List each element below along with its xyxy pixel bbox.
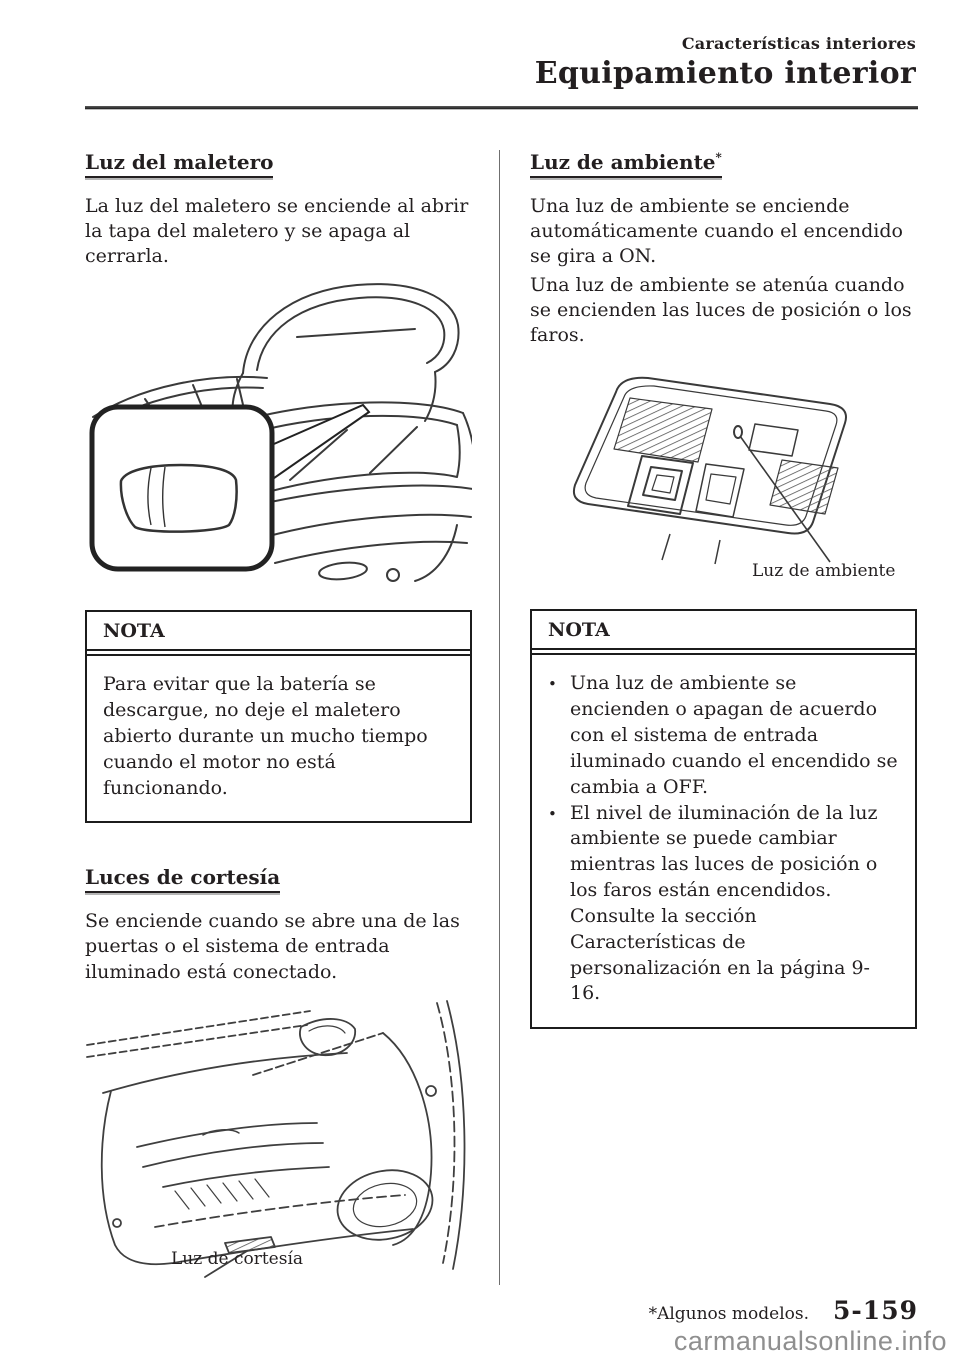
note-bullet-text: Una luz de ambiente se encienden o apagan de acuerdo con el sistema de entrada iluminado cuando el encendido se cambia a OFF.: [570, 672, 898, 798]
overhead-console-drawing: [530, 364, 917, 589]
bullet-icon: •: [548, 675, 557, 694]
trunk-light-paragraph: La luz del maletero se enciende al abrir la tapa del maletero y se apaga al cerrarla.: [85, 195, 469, 268]
trunk-light-drawing: [85, 275, 472, 590]
page-footer: [649, 1296, 918, 1325]
trunk-light-illustration: [85, 275, 472, 590]
watermark: carmanualsonline.info: [673, 1326, 947, 1356]
ambient-light-paragraph-1: Una luz de ambiente se enciende automáticamente cuando el encendido se gira a ON.: [530, 195, 903, 268]
ambient-light-illustration: [530, 364, 917, 589]
note-body: Para evitar que la batería se descargue, no deje el maletero abierto durante un mucho tiempo cuando el motor no está funcionando.: [87, 654, 470, 821]
courtesy-lights-paragraph: Se enciende cuando se abre una de las puertas o el sistema de entrada iluminado está conectado.: [85, 910, 460, 983]
note-continuation: Consulte la sección Características de personalización en la página 9-16.: [570, 904, 870, 1005]
header-rule: [85, 106, 918, 110]
callout-box: [92, 407, 272, 569]
page-number: 5-159: [833, 1296, 918, 1325]
section-heading-courtesy-lights: Luces de cortesía: [85, 865, 280, 893]
courtesy-light-illustration: [85, 995, 472, 1295]
ambient-heading-text: Luz de ambiente: [530, 150, 716, 174]
right-column: [530, 150, 917, 1029]
note-box-trunk: [85, 610, 472, 823]
heading-asterisk: *: [715, 150, 722, 165]
left-column: [85, 150, 472, 1295]
note-label: NOTA: [532, 611, 915, 650]
note-box-ambient: [530, 609, 917, 1029]
column-divider: [499, 150, 500, 1285]
page-header: [535, 34, 916, 91]
note-bullet-text: El nivel de iluminación de la luz ambiente se puede cambiar mientras las luces de posición o los faros están encendidos.: [570, 801, 878, 902]
note-bullet-item: [548, 671, 899, 800]
illustration-caption-ambient: Luz de ambiente: [752, 561, 896, 582]
illustration-caption-courtesy: Luz de cortesía: [171, 1248, 304, 1269]
note-bullet-item: [548, 801, 899, 904]
breadcrumb: Características interiores: [681, 34, 916, 53]
page-title: Equipamiento interior: [534, 56, 916, 91]
section-heading-ambient-light: [530, 150, 722, 178]
section-heading-trunk-light: Luz del maletero: [85, 150, 273, 178]
footnote: *Algunos modelos.: [648, 1304, 810, 1324]
note-body: [532, 653, 915, 1027]
note-label: NOTA: [87, 612, 470, 651]
bullet-icon: •: [548, 804, 557, 823]
callout-pointer: [267, 405, 369, 483]
ambient-light-paragraph-2: Una luz de ambiente se atenúa cuando se encienden las luces de posición o los faros.: [530, 274, 912, 347]
